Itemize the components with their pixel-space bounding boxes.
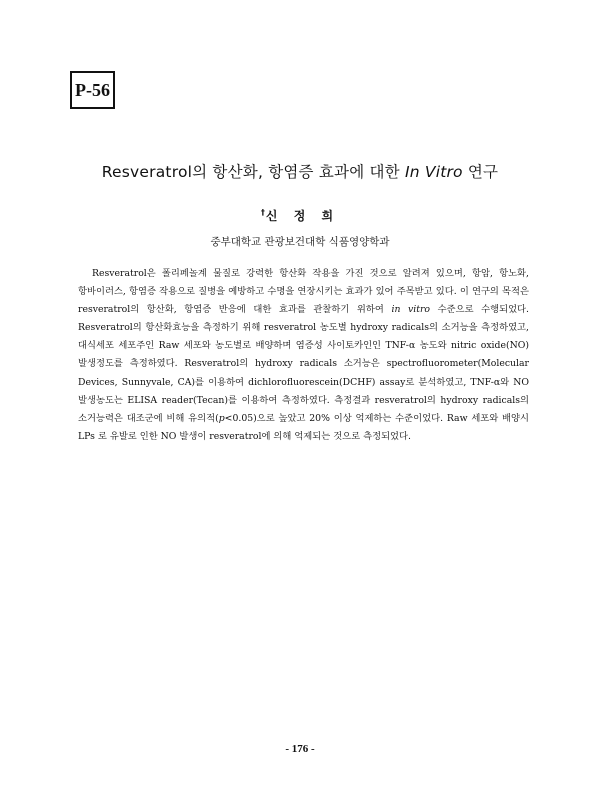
abstract-italic-in-vitro: in vitro: [391, 304, 431, 316]
abstract-text-3: <0.05)으로 높았고 20% 이상 억제하는 수준이었다. Raw 세포와 배양시 LPs 로 유발로 인한 NO 발생이 resveratrol에 의해 억제되는 것으로 측정되었다.: [78, 412, 529, 442]
title-italic: In Vitro: [404, 163, 463, 181]
abstract-paragraph: [78, 265, 529, 446]
abstract-text-1: Resveratrol은 폴리페놀계 물질로 강력한 항산화 작용을 가진 것으로 알려져 있으며, 항암, 항노화, 항바이러스, 항염증 작용으로 질병을 예방하고 수명을 연장시키는 효과가 있어 주목받고 있다. 이 연구의 목적은 resveratrol의 항산화, 항염증 반응에 대한 효과를 관찰하기 위하여: [78, 268, 529, 316]
poster-id: P-56: [75, 79, 110, 100]
author-line: [0, 207, 600, 224]
title-text-before: Resveratrol의 항산화, 항염증 효과에 대한: [101, 163, 405, 181]
corresponding-author-mark: †: [260, 208, 265, 217]
poster-id-badge: [70, 71, 115, 109]
page-number: - 176 -: [285, 743, 315, 755]
paper-title: [0, 160, 600, 182]
abstract: [78, 265, 529, 446]
abstract-italic-p: p: [218, 412, 225, 424]
abstract-text-2: 수준으로 수행되었다. Resveratrol의 항산화효능을 측정하기 위해 resveratrol 농도별 hydroxy radicals의 소거능을 측정하였고, 대식세포 세포주인 Raw 세포와 농도별로 배양하며 염증성 사이토카인인 TNF-α 농도와 nitric oxide(NO) 발생정도를 측정하였다. Resveratrol의 hydroxy radicals 소거능은 spectrofluorometer(Molecular Devices, Sunnyvale, CA)를 이용하여 dichlorofluorescein(DCHF) assay로 분석하였고, TNF-α와 NO 발생농도는 ELISA reader(Tecan)를 이용하여 측정하였다. 측정결과 resveratrol의 hydroxy radicals의 소거능력은 대조군에 비해 유의적(: [78, 304, 529, 424]
author-name: 신 정 희: [265, 209, 340, 223]
title-text-after: 연구: [462, 163, 499, 181]
affiliation: 중부대학교 관광보건대학 식품영양학과: [210, 236, 390, 248]
